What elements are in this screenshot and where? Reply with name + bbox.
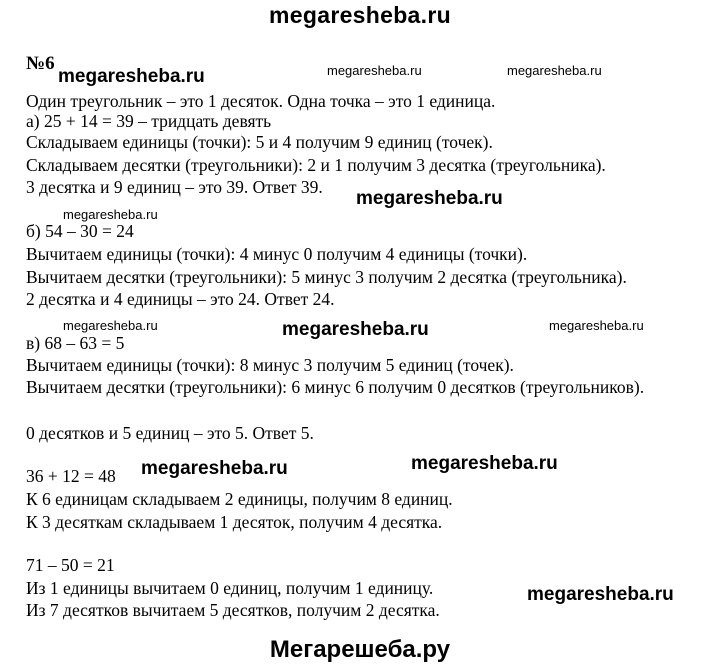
watermark: megaresheba.ru [58,66,205,87]
part-a-equation: а) 25 + 14 = 39 – тридцать девять [26,111,272,131]
intro-line: Один треугольник – это 1 десяток. Одна точка – это 1 единица. [26,91,496,111]
watermark: megaresheba.ru [63,318,158,333]
example-2-equation: 71 – 50 = 21 [26,555,115,575]
watermark: megaresheba.ru [282,319,429,340]
watermark: megaresheba.ru [549,318,644,333]
part-c-units: Вычитаем единицы (точки): 8 минус 3 получим 5 единиц (точек). [26,355,514,375]
part-a-answer: 3 десятка и 9 единиц – это 39. Ответ 39. [26,177,323,197]
watermark: megaresheba.ru [527,584,674,605]
part-c-equation: в) 68 – 63 = 5 [26,333,125,353]
part-c-answer: 0 десятков и 5 единиц – это 5. Ответ 5. [26,423,314,443]
watermark: megaresheba.ru [63,207,158,222]
part-c-tens: Вычитаем десятки (треугольники): 6 минус 6 получим 0 десятков (треугольников). [26,377,645,397]
site-header: megaresheba.ru [269,2,451,28]
watermark: megaresheba.ru [141,458,288,479]
watermark: megaresheba.ru [356,188,503,209]
watermark: megaresheba.ru [327,63,422,78]
example-2-units: Из 1 единицы вычитаем 0 единиц, получим 1 единицу. [26,578,434,598]
site-footer: Мегарешеба.ру [269,636,451,663]
watermark: megaresheba.ru [507,63,602,78]
problem-number: №6 [26,53,55,74]
part-a-tens: Складываем десятки (треугольники): 2 и 1 получим 3 десятка (треугольника). [26,155,606,175]
example-2-tens: Из 7 десятков вычитаем 5 десятков, получим 2 десятка. [26,600,440,620]
part-b-answer: 2 десятка и 4 единицы – это 24. Ответ 24. [26,289,335,309]
part-b-tens: Вычитаем десятки (треугольники): 5 минус 3 получим 2 десятка (треугольника). [26,267,627,287]
example-1-equation: 36 + 12 = 48 [26,466,116,486]
part-b-equation: б) 54 – 30 = 24 [26,221,134,241]
watermark: megaresheba.ru [411,453,558,474]
part-a-units: Складываем единицы (точки): 5 и 4 получим 9 единиц (точек). [26,132,493,152]
part-b-units: Вычитаем единицы (точки): 4 минус 0 получим 4 единицы (точки). [26,244,528,264]
example-1-tens: К 3 десяткам складываем 1 десяток, получим 4 десятка. [26,512,443,532]
example-1-units: К 6 единицам складываем 2 единицы, получим 8 единиц. [26,489,453,509]
